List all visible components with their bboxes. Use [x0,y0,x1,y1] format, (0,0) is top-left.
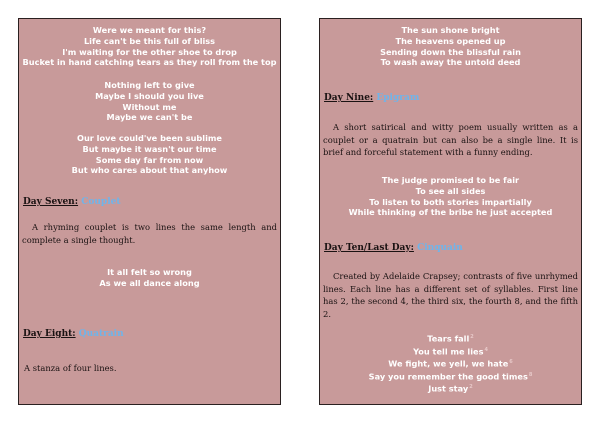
poem-line: Maybe I should you live [95,90,204,101]
syllable-count: 6 [509,359,513,366]
poem-line: Life can't be this full of bliss [83,35,216,46]
description-quatrain: A stanza of four lines. [24,363,117,373]
poem-line: But maybe it wasn't our time [82,143,217,154]
syllable-count: 4 [484,346,488,353]
description-couplet: A rhyming couplet is two lines the same length and complete a single thought. [22,222,277,245]
poem-line: Were we meant for this? [92,25,207,35]
form-name: Couplet [81,197,121,207]
line-text: Just stay [428,383,469,394]
syllable-count: 8 [528,371,533,378]
stanza-sublime [19,133,280,176]
poem-line: Maybe we can't be [106,112,193,123]
right-page [319,18,582,405]
description-epigram: A short satirical and witty poem usually written as a couplet or a quatrain but can also be a single line. It is brief and forceful statement with a funny ending. [323,122,578,158]
poem-line: Bucket in hand catching tears as they roll from the top [22,57,277,68]
day-label: Day Nine: [324,93,374,103]
heading-day-seven [23,197,280,207]
poem-line: To wash away the untold deed [380,57,521,68]
poem-line: Nothing left to give [104,80,195,90]
heading-day-nine [324,93,581,103]
description-cinquain: Created by Adelaide Crapsey; contrasts of five unrhymed lines. Each line has a different set of syllables. First line has 2, the second 4, the third six, the fourth 8, and the fifth 2. [323,271,578,319]
poem-line [320,382,581,395]
poem-line: As we all dance along [99,277,200,288]
heading-day-eight [23,329,280,339]
line-text: Tears fall [427,333,470,344]
poem-line [320,357,581,370]
line-text: Say you remember the good times [368,371,528,382]
stanza-nothing-left [19,80,280,123]
poem-line [320,345,581,358]
day-label: Day Seven: [23,197,79,207]
syllable-count: 2 [470,334,474,340]
poem-line: While thinking of the bribe he just accepted [348,207,553,218]
stanza-bliss [19,25,280,68]
poem-line: I'm waiting for the other shoe to drop [62,46,237,57]
stanza-couplet [19,267,280,289]
line-text: You tell me lies [413,346,484,357]
poem-line: The judge promised to be fair [381,175,520,185]
poem-line [320,332,581,345]
poem-line: To listen to both stories impartially [369,196,532,207]
stanza-judge [320,175,581,218]
poem-line [320,370,581,383]
day-label: Day Ten/Last Day: [324,243,414,253]
poem-line: To see all sides [415,185,486,196]
poem-line: Some day far from now [95,154,204,165]
poem-line: Our love could've been sublime [77,133,222,143]
heading-day-ten [324,243,581,253]
poem-line: Sending down the blissful rain [380,46,521,57]
stanza-cinquain [320,332,581,395]
poem-line: But who cares about that anyhow [71,165,228,176]
poem-line: Without me [122,101,177,112]
poem-line: It all felt so wrong [107,267,192,277]
left-page [18,18,281,405]
line-text: We fight, we yell, we hate [388,358,509,369]
form-name: Quatrain [78,329,124,339]
stanza-sun [320,25,581,68]
poem-line: The sun shone bright [401,25,500,35]
form-name: Epigram [376,93,420,103]
poem-line: The heavens opened up [395,35,506,46]
syllable-count: 2 [469,384,473,391]
form-name: Cinquain [417,243,463,253]
day-label: Day Eight: [23,329,76,339]
